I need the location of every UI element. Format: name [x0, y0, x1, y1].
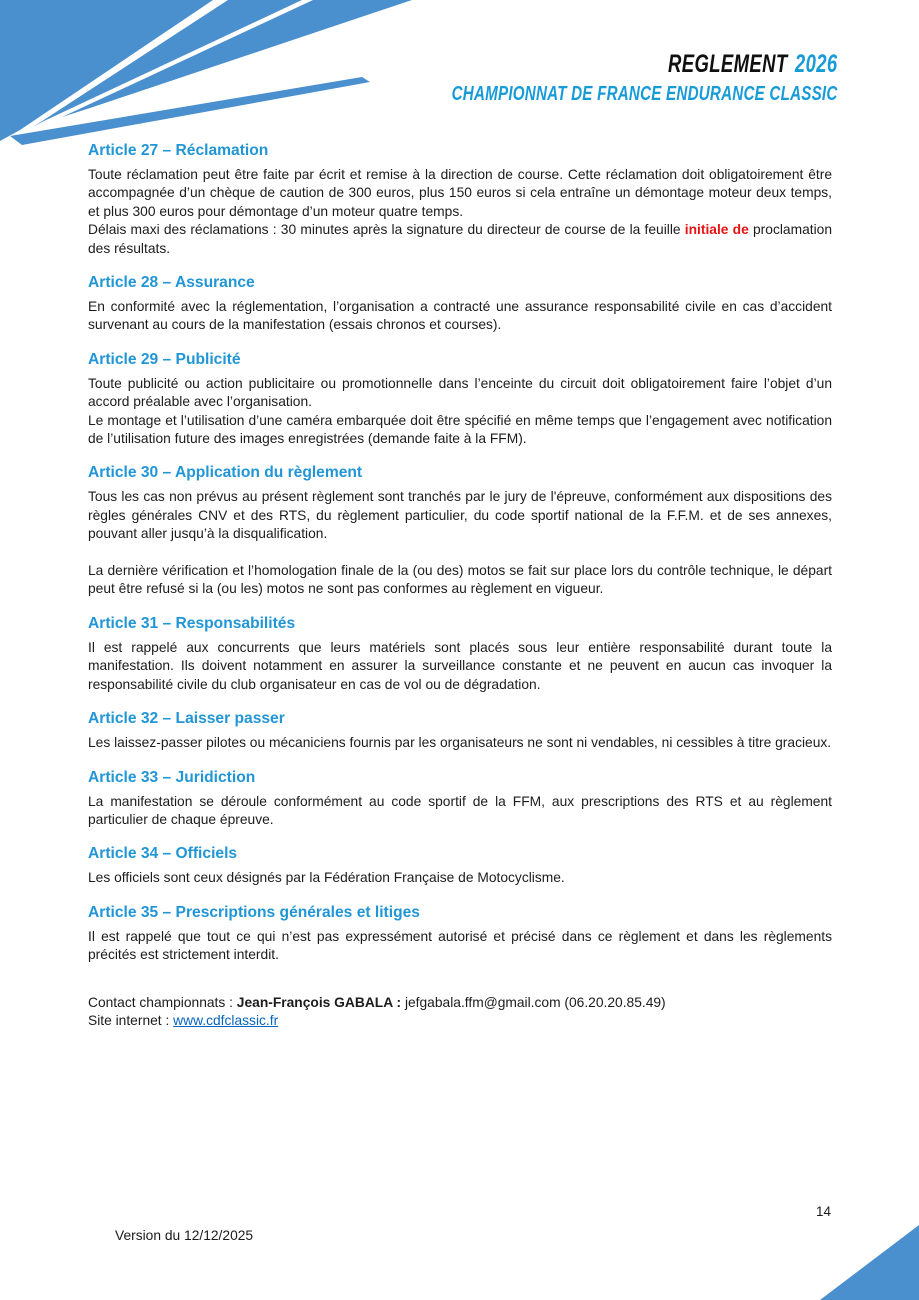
document-header	[316, 50, 838, 105]
site-link[interactable]: www.cdfclassic.fr	[173, 1012, 279, 1028]
article-heading: Article 28 – Assurance	[88, 274, 255, 292]
article-heading: Article 30 – Application du règlement	[88, 464, 363, 482]
article-paragraph	[88, 298, 832, 335]
text-run: initiale de	[684, 222, 749, 238]
article-section-30	[88, 464, 832, 598]
article-heading: Article 35 – Prescriptions générales et litiges	[88, 903, 420, 921]
article-paragraph	[88, 869, 832, 887]
text-run: jefgabala.ffm@gmail.com (06.20.20.85.49)	[401, 994, 666, 1010]
text-run: Contact championnats :	[88, 994, 237, 1010]
version-label: Version du 12/12/2025	[115, 1228, 254, 1243]
article-paragraph	[88, 928, 832, 965]
article-heading: Article 34 – Officiels	[88, 845, 238, 863]
text-run: Les laissez-passer pilotes ou mécaniciens fournis par les organisateurs ne sont ni vendables, ni cessibles à titre gracieux.	[88, 735, 832, 751]
article-paragraph	[88, 639, 832, 694]
article-section-27	[88, 142, 832, 258]
text-run: La manifestation se déroule conformément au code sportif de la FFM, aux prescriptions des RTS et au règlement particulier de chaque épreuve.	[88, 793, 832, 827]
page-number: 14	[815, 1204, 831, 1219]
text-run: Il est rappelé aux concurrents que leurs matériels sont placés sous leur entière responsabilité durant toute la manifestation. Ils doivent notamment en assurer la surveillance constante et ne peuvent en aucun cas invoquer la responsabilité civile du club organisateur en cas de vol ou de dégradation.	[88, 639, 832, 692]
article-heading: Article 32 – Laisser passer	[88, 710, 285, 728]
page-content	[88, 126, 832, 1030]
article-section-35	[88, 904, 832, 965]
text-run: Le montage et l’utilisation d’une caméra embarquée doit être spécifié en même temps que l’engagement avec notification de l’utilisation future des images enregistrées (demande faite à la FFM).	[88, 412, 832, 447]
article-heading: Article 31 – Responsabilités	[88, 614, 296, 632]
article-section-32	[88, 710, 832, 752]
header-subtitle: CHAMPIONNAT DE FRANCE ENDURANCE CLASSIC	[452, 81, 838, 105]
contact-line	[88, 994, 832, 1012]
header-title: REGLEMENT	[668, 50, 788, 78]
article-section-31	[88, 615, 832, 694]
article-paragraph	[88, 412, 832, 449]
article-section-28	[88, 274, 832, 335]
article-paragraph	[88, 375, 832, 412]
text-run: En conformité avec la réglementation, l’organisation a contracté une assurance responsabilité civile en cas d’accident survenant au cours de la manifestation (essais chronos et courses).	[88, 299, 832, 333]
article-heading: Article 29 – Publicité	[88, 350, 241, 368]
articles-container	[88, 142, 832, 965]
corner-triangle-graphic	[819, 1224, 919, 1300]
article-heading: Article 27 – Réclamation	[88, 142, 269, 159]
article-section-34	[88, 845, 832, 887]
text-run: Tous les cas non prévus au présent règlement sont tranchés par le jury de l'épreuve, conformément aux dispositions des règles générales CNV et des RTS, du règlement particulier, du code sportif national de la F.F.M. et de ses annexes, pouvant aller jusqu’à la disqualification.	[88, 489, 832, 542]
text-run: Délais maxi des réclamations : 30 minutes après la signature du directeur de course de la feuille	[88, 222, 685, 238]
article-paragraph	[88, 221, 832, 258]
article-section-29	[88, 351, 832, 449]
header-title-line	[452, 50, 838, 79]
article-paragraph	[88, 488, 832, 543]
contact-block	[88, 994, 832, 1031]
article-paragraph	[88, 166, 832, 221]
corner-triangle	[820, 1225, 919, 1300]
article-section-33	[88, 769, 832, 830]
text-run: Il est rappelé que tout ce qui n’est pas expressément autorisé et précisé dans ce règlement et dans les règlements précités est strictement interdit.	[88, 928, 832, 963]
text-run: La dernière vérification et l’homologation finale de la (ou des) motos se fait sur place lors du contrôle technique, le départ peut être refusé si la (ou les) motos ne sont pas conformes au règlement en vigueur.	[88, 563, 832, 597]
website-line	[88, 1012, 832, 1030]
text-run: Jean-François GABALA :	[236, 994, 402, 1010]
text-run: Toute publicité ou action publicitaire ou promotionnelle dans l’enceinte du circuit doit obligatoirement faire l’objet d’un accord préalable avec l’organisation.	[88, 375, 832, 410]
article-paragraph	[88, 793, 832, 830]
text-run: Les officiels sont ceux désignés par la Fédération Française de Motocyclisme.	[88, 870, 565, 886]
text-run: proclamation des résultats.	[88, 222, 832, 256]
text-run: Toute réclamation peut être faite par écrit et remise à la direction de course. Cette réclamation doit obligatoirement être accompagnée d’un chèque de caution de 300 euros, plus 150 euros si cela entraîne un démontage moteur deux temps, et plus 300 euros pour démontage d’un moteur quatre temps.	[88, 167, 832, 219]
article-heading: Article 33 – Juridiction	[88, 768, 256, 786]
header-year: 2026	[795, 50, 838, 78]
article-paragraph	[88, 562, 832, 599]
article-paragraph	[88, 734, 832, 752]
text-run: Site internet :	[88, 1012, 174, 1028]
